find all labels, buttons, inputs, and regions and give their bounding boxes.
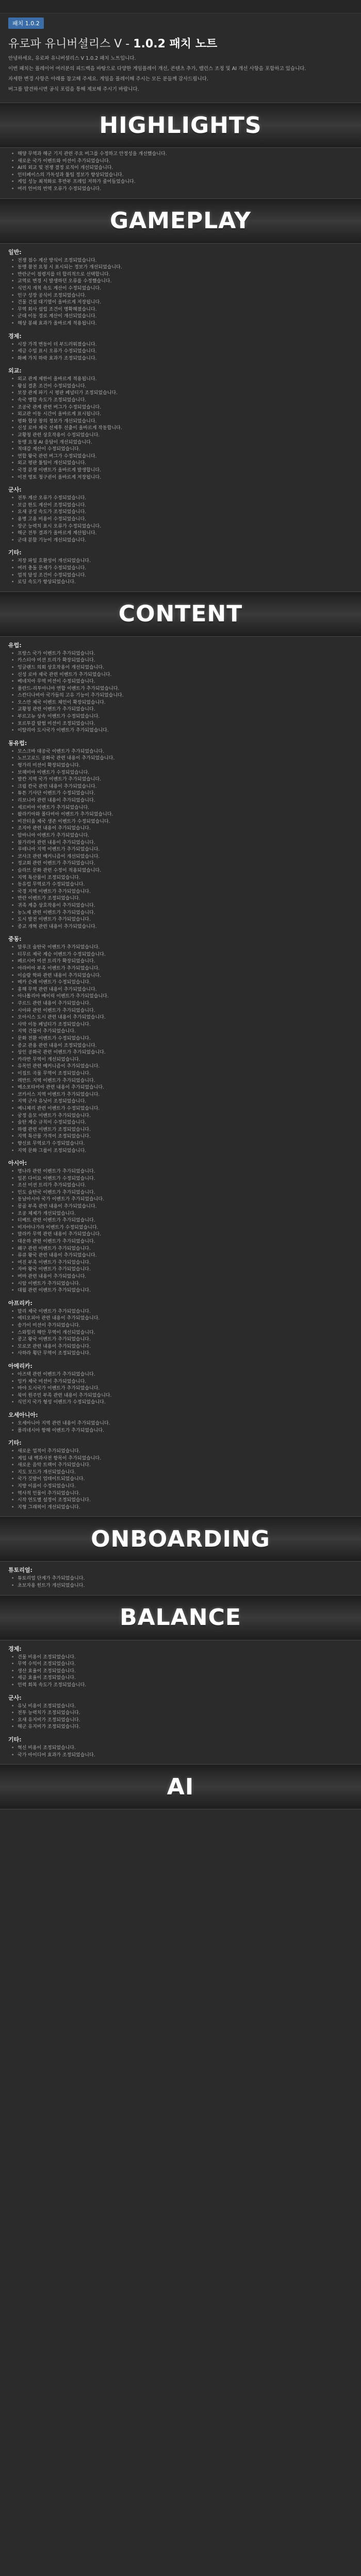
list-item: • 시작 연도별 설정이 조정되었습니다. <box>8 1497 353 1504</box>
bullet-list <box>8 495 353 544</box>
bullet-list <box>8 558 353 586</box>
list-item: • 지방 이름이 수정되었습니다. <box>8 1483 353 1490</box>
list-item: • 세르비아 이벤트가 추가되었습니다. <box>8 805 353 812</box>
list-item: • 모로코 관련 내용이 추가되었습니다. <box>8 1344 353 1351</box>
list-item: • 잉카 제국 미션이 추가되었습니다. <box>8 1379 353 1386</box>
title-prefix: 유로파 유니버셜리스 V - <box>8 38 134 50</box>
list-item: • 버마 관련 내용이 추가되었습니다. <box>8 1274 353 1281</box>
list-item: • 식민지 개척 속도 계산이 수정되었습니다. <box>8 285 353 293</box>
list-item: • 동맹 요청 AI 응답이 개선되었습니다. <box>8 439 353 447</box>
bullet-list <box>8 1309 353 1358</box>
list-item: • 오스만 제국 이벤트 체인이 확장되었습니다. <box>8 700 353 707</box>
list-item: • 코카서스 지역 이벤트가 추가되었습니다. <box>8 1092 353 1099</box>
list-item: • 알바니아 이벤트가 추가되었습니다. <box>8 833 353 840</box>
subsection-title: 아시아: <box>8 1160 27 1167</box>
list-item: • 로딩 속도가 향상되었습니다. <box>8 579 353 586</box>
list-item: • 이전 영토 청구권이 올바르게 저장됩니다. <box>8 474 353 482</box>
list-item: • 인도 술탄국 이벤트가 추가되었습니다. <box>8 1190 353 1197</box>
bullet-list <box>8 1575 353 1589</box>
bullet-list <box>8 1448 353 1511</box>
subsection-title: 군사: <box>8 486 22 494</box>
list-item: • 에티오피아 관련 내용이 추가되었습니다. <box>8 1315 353 1323</box>
bullet-list <box>8 1745 353 1759</box>
list-item: • 신성 로마 제국 관련 이벤트가 추가되었습니다. <box>8 672 353 679</box>
subsection-title: 아메리카: <box>8 1362 32 1369</box>
subsection-title: 외교: <box>8 367 22 375</box>
list-item: • 외교 평판 툴팁이 개선되었습니다. <box>8 460 353 467</box>
list-item: • 헝가리 미션이 확장되었습니다. <box>8 762 353 770</box>
list-item: • 보장 관계 파기 시 평판 페널티가 조정되었습니다. <box>8 390 353 397</box>
bullet-list <box>8 944 353 1155</box>
list-item: • 리보니아 관련 내용이 추가되었습니다. <box>8 798 353 805</box>
list-item: • 티베트 관련 이벤트가 추가되었습니다. <box>8 1217 353 1225</box>
badge-row <box>0 13 361 30</box>
bullet-list <box>8 258 353 328</box>
list-item: • 향신료 무역로가 수정되었습니다. <box>8 1141 353 1148</box>
list-item: • 아라비아 부족 이벤트가 추가되었습니다. <box>8 965 353 973</box>
list-item: • 시아파 관련 이벤트가 추가되었습니다. <box>8 1008 353 1015</box>
list-item: • 도시 발전 이벤트가 추가되었습니다. <box>8 917 353 924</box>
list-item: • 문화 전환 이벤트가 수정되었습니다. <box>8 1036 353 1043</box>
banner-text: GAMEPLAY <box>110 208 251 234</box>
list-item: • 새로운 업적이 추가되었습니다. <box>8 1448 353 1455</box>
list-item: • 폴리네시아 항해 이벤트가 추가되었습니다. <box>8 1428 353 1435</box>
list-item: • 조선 미션 트리가 추가되었습니다. <box>8 1182 353 1190</box>
list-item: • 조지아 관련 내용이 추가되었습니다. <box>8 825 353 833</box>
highlights-section <box>0 151 361 193</box>
bullet-list <box>8 376 353 481</box>
list-item: • 마야 도시국가 이벤트가 추가되었습니다. <box>8 1385 353 1393</box>
subsection-title: 경제: <box>8 1645 22 1652</box>
list-item: • 국경 지역 이벤트가 추가되었습니다. <box>8 889 353 896</box>
list-item: • 동유럽 무역로가 수정되었습니다. <box>8 882 353 889</box>
list-item: • 동남아시아 국가 이벤트가 추가되었습니다. <box>8 1196 353 1204</box>
list-item: • 새로운 국가 이벤트와 미션이 추가되었습니다. <box>8 158 353 165</box>
list-item: • 저장 파일 호환성이 개선되었습니다. <box>8 558 353 565</box>
list-item: • 말리 제국 이벤트가 추가되었습니다. <box>8 1309 353 1316</box>
list-item: • 메소포타미아 관련 내용이 추가되었습니다. <box>8 1084 353 1092</box>
list-item: • 베네치아 무역 미션이 수정되었습니다. <box>8 679 353 686</box>
highlights-list <box>8 151 353 193</box>
subsection-title: 아프리카: <box>8 1299 32 1307</box>
list-item: • 여러 충돌 문제가 수정되었습니다. <box>8 565 353 572</box>
list-item: • 지역 건물이 추가되었습니다. <box>8 1028 353 1036</box>
list-item: • 사막 이동 페널티가 조정되었습니다. <box>8 1022 353 1029</box>
list-item: • 페르시아 미션 트리가 확장되었습니다. <box>8 958 353 965</box>
list-item: • 스칸디나비아 국가들의 고유 기능이 추가되었습니다. <box>8 692 353 700</box>
intro-paragraph: 자세한 변경 사항은 아래를 참고해 주세요. 게임을 플레이해 주시는 모든 분들께 감사드립니다. <box>8 76 208 82</box>
list-item: • 외교관 이동 시간이 올바르게 표시됩니다. <box>8 411 353 418</box>
banner-text: AI <box>167 1773 194 1800</box>
list-item: • 송가이 미션이 추가되었습니다. <box>8 1323 353 1330</box>
title-version: 1.0.2 패치 노트 <box>133 38 218 50</box>
list-item: • 초보자용 힌트가 개선되었습니다. <box>8 1583 353 1590</box>
list-item: • 보헤미아 이벤트가 수정되었습니다. <box>8 770 353 777</box>
list-item: • 무역 수익이 조정되었습니다. <box>8 1661 353 1668</box>
balance-banner <box>0 1595 361 1640</box>
list-item: • 국경 분쟁 이벤트가 올바르게 발생합니다. <box>8 467 353 474</box>
content-section <box>0 641 361 1512</box>
bullet-list <box>8 342 353 363</box>
list-item: • 해양 무역과 해군 기지 관련 주요 버그를 수정하고 안정성을 개선했습니다. <box>8 151 353 158</box>
list-item: • 루테니아 지역 이벤트가 추가되었습니다. <box>8 846 353 854</box>
list-item: • 반란군이 점령지를 더 합리적으로 선택합니다. <box>8 272 353 279</box>
intro-section <box>0 54 361 97</box>
list-item: • 자바 왕국 이벤트가 추가되었습니다. <box>8 1266 353 1274</box>
list-item: • 불가리아 관련 내용이 추가되었습니다. <box>8 840 353 847</box>
list-item: • 조공 체제가 개선되었습니다. <box>8 1211 353 1218</box>
list-item: • 요새 유지비가 조정되었습니다. <box>8 1717 353 1724</box>
bullet-list <box>8 1654 353 1689</box>
list-item: • 동맹 참전 요청 시 표시되는 정보가 개선되었습니다. <box>8 264 353 272</box>
list-item: • 신성 로마 제국 선제후 선출이 올바르게 작동합니다. <box>8 425 353 432</box>
list-item: • 쿠르드 관련 내용이 추가되었습니다. <box>8 1001 353 1008</box>
list-item: • 새로운 음악 트랙이 추가되었습니다. <box>8 1462 353 1469</box>
list-item: • 종교 개혁 관련 내용이 추가되었습니다. <box>8 924 353 931</box>
intro-paragraph: 버그를 발견하시면 공식 포럼을 통해 제보해 주시기 바랍니다. <box>8 87 139 92</box>
list-item: • 무역 회사 설립 조건이 명확해졌습니다. <box>8 307 353 314</box>
list-item: • 인터페이스의 가독성과 툴팁 정보가 향상되었습니다. <box>8 172 353 179</box>
subsection-title: 군사: <box>8 1694 22 1701</box>
list-item: • 보급 한도 계산이 조정되었습니다. <box>8 502 353 510</box>
onboarding-banner <box>0 1516 361 1562</box>
list-item: • 예니체리 관련 이벤트가 수정되었습니다. <box>8 1106 353 1113</box>
list-item: • 일본 다이묘 이벤트가 수정되었습니다. <box>8 1176 353 1183</box>
bullet-list <box>8 1371 353 1406</box>
list-item: • 스와힐리 해안 무역이 개선되었습니다. <box>8 1330 353 1337</box>
list-item: • 식민지 국가 형성 이벤트가 수정되었습니다. <box>8 1399 353 1406</box>
list-item: • 맘루크 술탄국 이벤트가 추가되었습니다. <box>8 944 353 952</box>
bullet-list <box>8 749 353 930</box>
list-item: • 튜토리얼 단계가 추가되었습니다. <box>8 1575 353 1583</box>
list-item: • 프랑스 국가 이벤트가 추가되었습니다. <box>8 651 353 658</box>
list-item: • 전쟁 점수 계산 방식이 조정되었습니다. <box>8 258 353 265</box>
patch-version-badge: 패치 1.0.2 <box>8 18 44 29</box>
list-item: • 지역 특산품이 조정되었습니다. <box>8 875 353 882</box>
list-item: • 아즈텍 관련 이벤트가 추가되었습니다. <box>8 1371 353 1379</box>
list-item: • 전투 능력치가 조정되었습니다. <box>8 1710 353 1717</box>
list-item: • 대월 관련 이벤트가 추가되었습니다. <box>8 1287 353 1295</box>
list-item: • 콩고 왕국 이벤트가 추가되었습니다. <box>8 1336 353 1344</box>
list-item: • 이집트 곡물 무역이 조정되었습니다. <box>8 1071 353 1078</box>
onboarding-section <box>0 1566 361 1589</box>
list-item: • 부르고뉴 상속 이벤트가 수정되었습니다. <box>8 714 353 721</box>
list-item: • 농노제 관련 이벤트가 추가되었습니다. <box>8 910 353 917</box>
banner-text: HIGHLIGHTS <box>99 112 262 139</box>
list-item: • 왈라키아와 몰다비아 이벤트가 추가되었습니다. <box>8 811 353 819</box>
list-item: • 명나라 관련 이벤트가 추가되었습니다. <box>8 1168 353 1176</box>
list-item: • 해군 전투 결과가 올바르게 계산됩니다. <box>8 530 353 537</box>
list-item: • 인구 성장 공식이 조정되었습니다. <box>8 293 353 300</box>
list-item: • 반란 이벤트가 조정되었습니다. <box>8 895 353 903</box>
list-item: • 지도 모드가 개선되었습니다. <box>8 1469 353 1477</box>
list-item: • 역사적 인물이 추가되었습니다. <box>8 1490 353 1498</box>
list-item: • 이슬람 학파 관련 내용이 추가되었습니다. <box>8 973 353 980</box>
list-item: • 술탄 계승 규칙이 수정되었습니다. <box>8 1120 353 1127</box>
list-item: • 지역 군사 유닛이 조정되었습니다. <box>8 1098 353 1106</box>
list-item: • 업적 달성 조건이 수정되었습니다. <box>8 572 353 580</box>
list-item: • 속국 병합 속도가 조정되었습니다. <box>8 397 353 404</box>
list-item: • 세금 효율이 조정되었습니다. <box>8 1675 353 1682</box>
list-item: • 평화 협상 창의 정보가 개선되었습니다. <box>8 418 353 426</box>
list-item: • 크림 칸국 관련 내용이 추가되었습니다. <box>8 784 353 791</box>
list-item: • 카라반 무역이 개선되었습니다. <box>8 1057 353 1064</box>
list-item: • 국가 깃발이 업데이트되었습니다. <box>8 1476 353 1483</box>
banner-text: ONBOARDING <box>91 1526 270 1552</box>
list-item: • 왕실 결혼 조건이 수정되었습니다. <box>8 383 353 391</box>
list-item: • 튜튼 기사단 이벤트가 수정되었습니다. <box>8 790 353 798</box>
list-item: • 왜구 관련 이벤트가 추가되었습니다. <box>8 1246 353 1253</box>
list-item: • 세금 수입 표시 오류가 수정되었습니다. <box>8 348 353 355</box>
banner-text: BALANCE <box>120 1604 241 1631</box>
page-title <box>0 30 361 54</box>
list-item: • 코사크 관련 메커니즘이 개선되었습니다. <box>8 854 353 861</box>
list-item: • 정교회 관련 이벤트가 추가되었습니다. <box>8 860 353 868</box>
gameplay-banner <box>0 198 361 244</box>
list-item: • 비자야나가라 이벤트가 수정되었습니다. <box>8 1225 353 1232</box>
list-item: • 시장 가격 변동이 더 부드러워졌습니다. <box>8 342 353 349</box>
list-item: • 적대감 계산이 수정되었습니다. <box>8 446 353 453</box>
bullet-list <box>8 1420 353 1434</box>
list-item: • 티무르 제국 계승 이벤트가 수정되었습니다. <box>8 952 353 959</box>
list-item: • 상인 공화국 관련 이벤트가 추가되었습니다. <box>8 1049 353 1057</box>
list-item: • 북미 원주민 부족 관련 내용이 추가되었습니다. <box>8 1393 353 1400</box>
list-item: • 사하라 횡단 무역이 조정되었습니다. <box>8 1350 353 1358</box>
list-item: • 교역로 변경 시 발생하던 오류를 수정했습니다. <box>8 278 353 285</box>
intro-paragraph: 이번 패치는 플레이어 여러분의 피드백을 바탕으로 다양한 게임플레이 개선, 콘텐츠 추가, 밸런스 조정 및 AI 개선 사항을 포함하고 있습니다. <box>8 66 306 72</box>
list-item: • 건물 비용이 조정되었습니다. <box>8 1654 353 1662</box>
list-item: • 말라카 무역 관련 내용이 추가되었습니다. <box>8 1231 353 1239</box>
intro-paragraph: 안녕하세요, 유로파 유니버셜리스 V 1.0.2 패치 노트입니다. <box>8 56 136 61</box>
bullet-list <box>8 651 353 735</box>
list-item: • 아나톨리아 베이릭 이벤트가 추가되었습니다. <box>8 993 353 1001</box>
list-item: • 외교 관계 제한이 올바르게 적용됩니다. <box>8 376 353 383</box>
list-item: • 화폐 가치 하락 효과가 조정되었습니다. <box>8 355 353 363</box>
balance-section <box>0 1645 361 1759</box>
subsection-title: 튜토리얼: <box>8 1567 32 1574</box>
list-item: • 레반트 지역 이벤트가 추가되었습니다. <box>8 1078 353 1085</box>
list-item: • 군대 이동 경로 계산이 개선되었습니다. <box>8 313 353 320</box>
list-item: • 하렘 관련 이벤트가 조정되었습니다. <box>8 1127 353 1134</box>
list-item: • 몽골 부족 관련 내용이 추가되었습니다. <box>8 1204 353 1211</box>
highlights-banner <box>0 103 361 148</box>
list-item: • 용병 고용 비용이 수정되었습니다. <box>8 516 353 523</box>
list-item: • 전투 계산 오류가 수정되었습니다. <box>8 495 353 502</box>
list-item: • 홍해 무역 관련 내용이 추가되었습니다. <box>8 987 353 994</box>
bullet-list <box>8 1703 353 1731</box>
list-item: • 장군 능력치 표시 오류가 수정되었습니다. <box>8 523 353 531</box>
subsection-title: 기타: <box>8 549 22 556</box>
list-item: • 요새 공성 속도가 조정되었습니다. <box>8 509 353 516</box>
list-item: • 유닛 비용이 조정되었습니다. <box>8 1703 353 1710</box>
list-item: • 발칸 지역 국가 이벤트가 추가되었습니다. <box>8 776 353 784</box>
ai-banner <box>0 1764 361 1809</box>
list-item: • 여러 언어의 번역 오류가 수정되었습니다. <box>8 186 353 193</box>
list-item: • 게임 내 백과사전 항목이 추가되었습니다. <box>8 1455 353 1463</box>
list-item: • 슬라브 문화 관련 수정이 적용되었습니다. <box>8 868 353 875</box>
list-item: • 지형 그래픽이 개선되었습니다. <box>8 1504 353 1512</box>
list-item: • 건물 건설 대기열이 올바르게 저장됩니다. <box>8 299 353 307</box>
list-item: • 여진 부족 이벤트가 추가되었습니다. <box>8 1260 353 1267</box>
list-item: • 카스티야 미션 트리가 확장되었습니다. <box>8 657 353 665</box>
list-item: • 유목민 관련 메커니즘이 추가되었습니다. <box>8 1063 353 1071</box>
content-banner <box>0 591 361 637</box>
list-item: • 생산 효율이 조정되었습니다. <box>8 1668 353 1675</box>
list-item: • 메카 순례 이벤트가 수정되었습니다. <box>8 979 353 987</box>
list-item: • 오아시스 도시 관련 내용이 추가되었습니다. <box>8 1014 353 1022</box>
list-item: • 포르투갈 탐험 미션이 조정되었습니다. <box>8 721 353 728</box>
subsection-title: 중동: <box>8 936 22 943</box>
list-item: • 시암 이벤트가 추가되었습니다. <box>8 1281 353 1288</box>
list-item: • 해군 유지비가 조정되었습니다. <box>8 1724 353 1731</box>
subsection-title: 동유럽: <box>8 739 27 747</box>
list-item: • 오세아니아 지역 관련 내용이 추가되었습니다. <box>8 1420 353 1428</box>
list-item: • 모스크바 대공국 이벤트가 추가되었습니다. <box>8 749 353 756</box>
banner-text: CONTENT <box>118 601 243 628</box>
top-meta-bar <box>0 0 361 13</box>
list-item: • 노브고로드 공화국 관련 내용이 추가되었습니다. <box>8 755 353 762</box>
subsection-title: 기타: <box>8 1736 22 1743</box>
list-item: • 궁정 음모 이벤트가 추가되었습니다. <box>8 1113 353 1120</box>
subsection-title: 오세아니아: <box>8 1411 38 1418</box>
bullet-list <box>8 1168 353 1295</box>
list-item: • 게임 성능 최적화로 후반부 프레임 저하가 줄어들었습니다. <box>8 179 353 186</box>
list-item: • 류큐 왕국 관련 내용이 추가되었습니다. <box>8 1252 353 1260</box>
list-item: • AI의 외교 및 전쟁 결정 로직이 개선되었습니다. <box>8 165 353 172</box>
list-item: • 지역 문화 그룹이 조정되었습니다. <box>8 1148 353 1155</box>
list-item: • 교황청 관련 상호작용이 수정되었습니다. <box>8 432 353 439</box>
list-item: • 비잔티움 제국 생존 이벤트가 수정되었습니다. <box>8 819 353 826</box>
list-item: • 연합 왕국 관련 버그가 수정되었습니다. <box>8 453 353 461</box>
list-item: • 인력 회복 속도가 조정되었습니다. <box>8 1682 353 1689</box>
list-item: • 종교 관용 관련 내용이 조정되었습니다. <box>8 1043 353 1050</box>
list-item: • 해상 봉쇄 효과가 올바르게 적용됩니다. <box>8 320 353 328</box>
list-item: • 군대 분할 기능이 개선되었습니다. <box>8 537 353 545</box>
list-item: • 혁신 비용이 조정되었습니다. <box>8 1745 353 1752</box>
list-item: • 지역 특산품 가격이 조정되었습니다. <box>8 1133 353 1141</box>
list-item: • 폴란드-리투아니아 연합 이벤트가 추가되었습니다. <box>8 686 353 693</box>
list-item: • 조공국 관계 관련 버그가 수정되었습니다. <box>8 404 353 412</box>
subsection-title: 경제: <box>8 332 22 340</box>
list-item: • 국가 아이디어 효과가 조정되었습니다. <box>8 1752 353 1759</box>
list-item: • 교황청 관련 이벤트가 추가되었습니다. <box>8 706 353 714</box>
list-item: • 이탈리아 도시국가 이벤트가 추가되었습니다. <box>8 727 353 735</box>
subsection-title: 일반: <box>8 248 22 256</box>
subsection-title: 유럽: <box>8 641 22 649</box>
list-item: • 대운하 관련 이벤트가 추가되었습니다. <box>8 1239 353 1246</box>
gameplay-section <box>0 248 361 586</box>
subsection-title: 기타: <box>8 1439 22 1447</box>
list-item: • 귀족 계층 상호작용이 추가되었습니다. <box>8 903 353 910</box>
list-item: • 잉글랜드 의회 상호작용이 개선되었습니다. <box>8 665 353 672</box>
